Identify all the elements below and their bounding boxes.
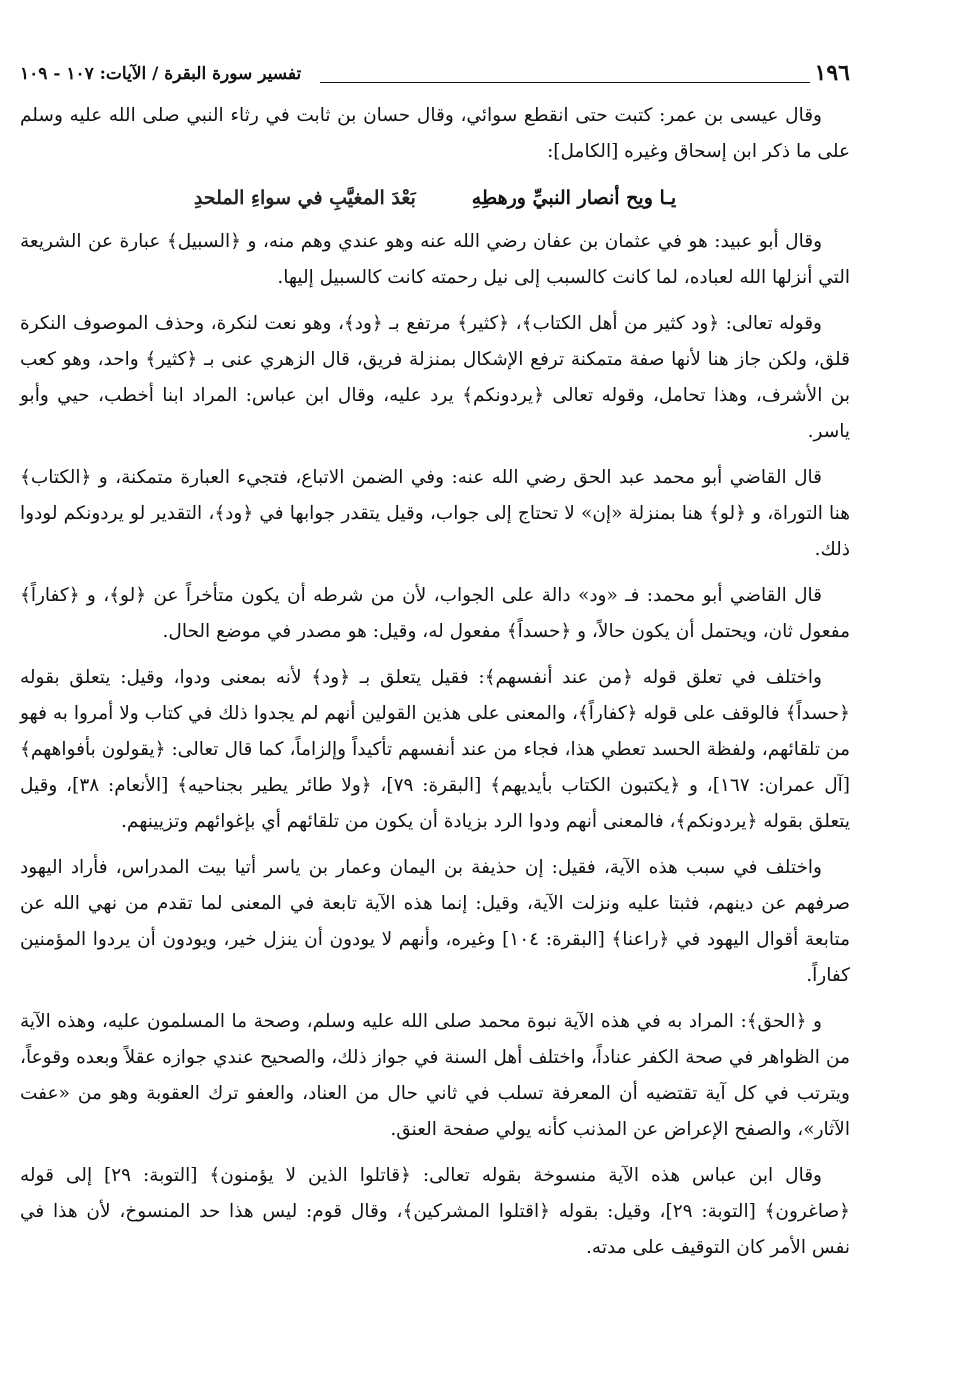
- paragraph: وقال أبو عبيد: هو في عثمان بن عفان رضي الله عنه وهو عندي وهم منه، و ﴿السبيل﴾ عبارة عن الشريعة التي أنزلها الله لعباده، لما كانت كالسبب إلى نيل رحمته كانت كالسبيل إليها.: [20, 231, 850, 288]
- paragraph: واختلف في تعلق قوله ﴿من عند أنفسهم﴾: فقيل يتعلق بـ ﴿ود﴾ لأنه بمعنى ودوا، وقيل: يتعلق بقوله ﴿حسداً﴾ فالوقف على قوله ﴿كفاراً﴾، والمعنى على هذين القولين أنهم لم يجدوا ذلك في كتاب ولا أمروا به فهو من تلقائهم، ولفظة الحسد تعطي هذا، فجاء من عند أنفسهم تأكيداً وإلزاماً، كما قال تعالى: ﴿يقولون بأفواههم﴾ [آل عمران: ١٦٧]، و ﴿يكتبون الكتاب بأيديهم﴾ [البقرة: ٧٩]، ﴿ولا طائر يطير بجناحيه﴾ [الأنعام: ٣٨]، وقيل يتعلق بقوله ﴿يردونكم﴾، فالمعنى أنهم ودوا الرد بزيادة أن يكون من تلقائهم أي بإغوائهم وتزيينهم.: [20, 667, 850, 832]
- paragraph: وقال ابن عباس هذه الآية منسوخة بقوله تعالى: ﴿قاتلوا الذين لا يؤمنون﴾ [التوبة: ٢٩] إلى قوله ﴿صاغرون﴾ [التوبة: ٢٩]، وقيل: بقوله ﴿اقتلوا المشركين﴾، وقال قوم: ليس هذا حد المنسوخ، لأن هذا في نفس الأمر كان التوقيف على مدته.: [20, 1165, 851, 1258]
- paragraph: قال القاضي أبو محمد عبد الحق رضي الله عنه: وفي الضمن الاتباع، فتجيء العبارة متمكنة، و ﴿الكتاب﴾ هنا التوراة، و ﴿لو﴾ هنا بمنزلة «إن» لا تحتاج إلى جواب، وقيل يتقدر جوابها في ﴿ود﴾، التقدير لو يردونكم لودوا ذلك.: [20, 467, 850, 560]
- page-header: [20, 60, 850, 98]
- verse-second-half: بَعْدَ المغيَّبِ في سواءِ الملحدِ: [193, 187, 416, 209]
- header-rule: [320, 82, 810, 83]
- paragraph: و ﴿الحق﴾: المراد به في هذه الآية نبوة محمد صلى الله عليه وسلم، وصحة ما المسلمون عليه، وهذه الآية من الظواهر في صحة الكفر عناداً، واختلف أهل السنة في جواز ذلك، والصحيح عندي جوازه عقلاً وبعده وقوعاً، ويترتب في كل آية تقتضيه أن المعرفة تسلب في ثاني حال من العناد، والعفو ترك العقوبة وهو من «عفت الآثار»، والصفح الإعراض عن المذنب كأنه يولي صفحة العنق.: [20, 1011, 850, 1140]
- page-number: ١٩٦: [814, 60, 850, 86]
- running-title: تفسير سورة البقرة / الآيات: ١٠٧ - ١٠٩: [20, 64, 302, 84]
- page-body: [20, 98, 850, 1266]
- verse-first-half: يـا ويح أنصار النبيِّ ورهطِهِ: [471, 187, 677, 209]
- poetry-verse: [20, 180, 850, 216]
- paragraph: واختلف في سبب هذه الآية، فقيل: إن حذيفة بن اليمان وعمار بن ياسر أتيا بيت المدراس، فأراد اليهود صرفهم عن دينهم، فثبتا عليه ونزلت الآية، وقيل: إنما هذه الآية تابعة في المعنى لما تقدم من نهي الله عن متابعة أقوال اليهود في ﴿راعنا﴾ [البقرة: ١٠٤] وغيره، وأنهم لا يودون أن ينزل خير، ويودون أن يردوا المؤمنين كفاراً.: [20, 857, 851, 986]
- paragraph: قال القاضي أبو محمد: فـ «ود» دالة على الجواب، لأن من شرطه أن يكون متأخراً عن ﴿لو﴾، و ﴿كفاراً﴾ مفعول ثان، ويحتمل أن يكون حالاً، و ﴿حسداً﴾ مفعول له، وقيل: هو مصدر في موضع الحال.: [20, 585, 850, 642]
- paragraph: وقوله تعالى: ﴿ود كثير من أهل الكتاب﴾، ﴿كثير﴾ مرتفع بـ ﴿ود﴾، وهو نعت لنكرة، وحذف الموصوف النكرة قلق، ولكن جاز هنا لأنها صفة متمكنة ترفع الإشكال بمنزلة فريق، قال الزهري عنى بـ ﴿كثير﴾ واحد، وهو كعب بن الأشرف، وهذا تحامل، وقوله تعالى ﴿يردونكم﴾ يرد عليه، وقال ابن عباس: المراد ابنا أخطب، حيي وأبو ياسر.: [20, 313, 850, 442]
- paragraph: وقال عيسى بن عمر: كتبت حتى انقطع سوائي، وقال حسان بن ثابت في رثاء النبي صلى الله عليه وسلم على ما ذكر ابن إسحاق وغيره [الكامل]:: [20, 105, 850, 162]
